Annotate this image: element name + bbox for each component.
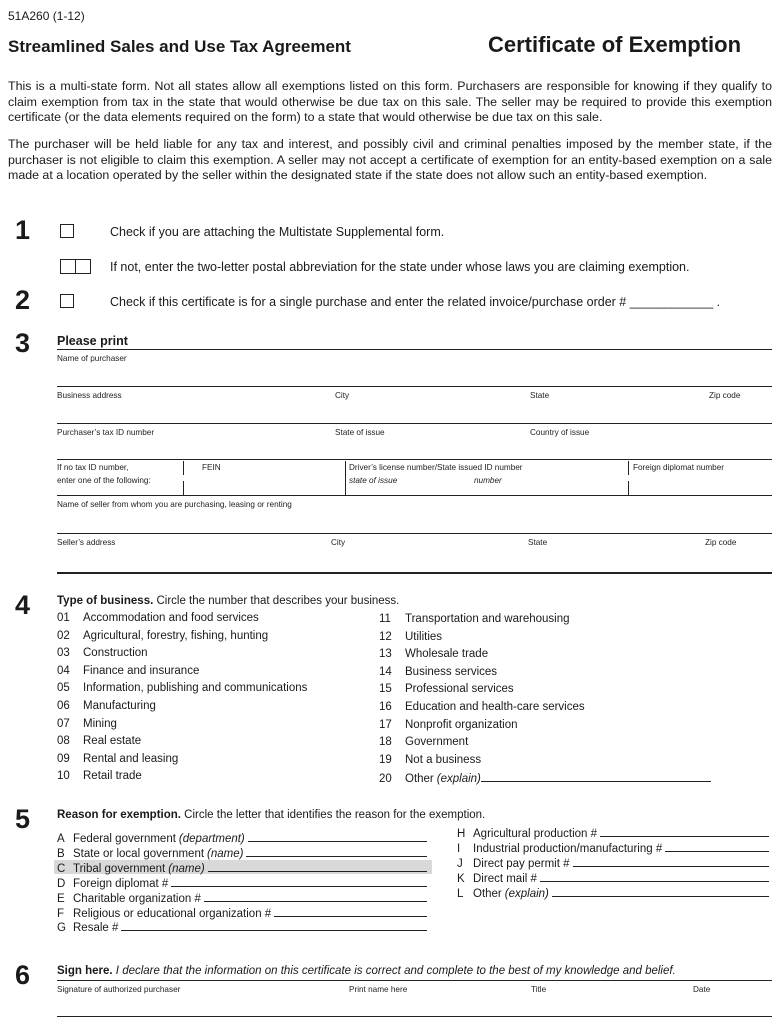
reason-item[interactable] [57, 831, 427, 845]
agreement-title: Streamlined Sales and Use Tax Agreement [8, 37, 351, 56]
reason-qualifier: (name) [207, 847, 244, 860]
business-address-field[interactable] [57, 423, 772, 424]
state-of-issue-label: State of issue [335, 428, 385, 437]
seller-city-label: City [331, 538, 346, 547]
business-type-label: Wholesale trade [405, 648, 489, 661]
reason-qualifier: (explain) [504, 887, 549, 900]
divider [345, 461, 346, 495]
business-type-label: Not a business [405, 753, 482, 766]
seller-address-field[interactable] [57, 572, 772, 574]
section-6-number: 6 [15, 960, 31, 990]
business-type-number: 12 [379, 630, 392, 643]
dl-number-label: number [474, 476, 502, 485]
tax-id-field[interactable] [57, 459, 772, 460]
business-type-label: Business services [405, 665, 498, 678]
business-type-number: 03 [57, 647, 70, 660]
business-type-item[interactable] [57, 770, 142, 782]
country-of-issue-label: Country of issue [530, 428, 590, 437]
business-type-item[interactable] [57, 718, 117, 730]
multistate-checkbox[interactable] [60, 224, 74, 238]
sign-rule [57, 980, 772, 981]
reason-label: Industrial production/manufacturing # [473, 842, 663, 855]
foreign-diplomat-label: Foreign diplomat number [633, 463, 725, 472]
reason-field[interactable] [274, 906, 427, 917]
divider [183, 481, 184, 495]
reason-label: Resale # [73, 922, 119, 935]
business-type-label: Real estate [83, 735, 142, 748]
reason-item[interactable] [57, 846, 427, 860]
drivers-license-label: Driver’s license number/State issued ID number [349, 463, 523, 472]
reason-field[interactable] [665, 841, 769, 852]
business-type-number: 15 [379, 683, 392, 696]
seller-name-label: Name of seller from whom you are purchasing, leasing or renting [57, 500, 292, 509]
seller-name-field[interactable] [57, 533, 772, 534]
business-type-label: Other [405, 773, 434, 786]
fein-label: FEIN [202, 463, 221, 472]
reason-letter: A [57, 833, 65, 845]
business-type-item[interactable] [57, 682, 307, 694]
tax-id-label: Purchaser’s tax ID number [57, 428, 155, 437]
reason-letter: F [57, 907, 65, 920]
reason-item[interactable] [57, 891, 427, 905]
multistate-label: Check if you are attaching the Multistate Supplemental form. [110, 225, 445, 239]
business-type-number: 04 [57, 664, 70, 677]
state-abbrev-box-1[interactable] [60, 259, 76, 274]
reason-field[interactable] [248, 831, 427, 842]
business-type-number: 13 [379, 648, 392, 661]
intro-paragraph-1: This is a multi-state form. Not all states allow all exemptions listed on this form. Purchasers are responsible for knowing if they qualify to claim exemption from tax in the state that would otherwise be due tax on this sale. The seller may be required to provide this exemption certificate (or the data elements required on the form) to a state that would otherwise be due tax on this sale. [8, 79, 772, 124]
section-1-number: 1 [15, 215, 31, 245]
reason-letter: J [457, 857, 463, 870]
business-address-label: Business address [57, 391, 122, 400]
reason-item[interactable] [457, 841, 769, 855]
reason-label: Other [473, 887, 502, 900]
reason-label: Direct pay permit # [473, 857, 570, 870]
reason-label: Federal government [73, 833, 176, 845]
sign-declaration: Sign here. I declare that the information on this certificate is correct and complete to the best of my knowledge and belief. [57, 965, 676, 977]
seller-address-label: Seller’s address [57, 538, 116, 547]
seller-zip-label: Zip code [705, 538, 737, 547]
business-type-item[interactable] [379, 754, 481, 766]
reason-label: Charitable organization # [73, 892, 201, 905]
zip-code-label: Zip code [709, 391, 741, 400]
city-label: City [335, 391, 350, 400]
business-type-number: 11 [379, 613, 391, 625]
business-type-item[interactable] [379, 719, 518, 731]
reason-letter: G [57, 922, 66, 935]
business-type-explain: (explain) [436, 773, 481, 786]
business-type-number: 19 [379, 753, 392, 766]
certificate-title: Certificate of Exemption [488, 32, 742, 57]
state-label: State [530, 391, 550, 400]
business-type-label: Rental and leasing [83, 752, 179, 765]
business-type-number: 10 [57, 770, 70, 783]
reason-item[interactable] [57, 861, 427, 875]
print-name-label: Print name here [349, 985, 408, 994]
section-4-number: 4 [15, 590, 31, 620]
section-2-number: 2 [15, 285, 31, 315]
business-type-item[interactable] [379, 771, 711, 785]
reason-label: Direct mail # [473, 872, 537, 885]
section-5-number: 5 [15, 804, 31, 834]
section-3-number: 3 [15, 328, 31, 358]
reason-letter: D [57, 877, 66, 890]
reason-field[interactable] [552, 886, 769, 897]
no-tax-id-label-2: enter one of the following: [57, 476, 151, 485]
business-type-label: Finance and insurance [83, 664, 200, 677]
form-number: 51A260 (1-12) [8, 9, 85, 23]
divider [628, 461, 629, 475]
reason-item[interactable] [457, 856, 769, 870]
divider [628, 481, 629, 495]
reason-letter: C [57, 862, 66, 875]
single-purchase-checkbox[interactable] [60, 294, 74, 308]
business-type-number: 02 [57, 629, 70, 642]
reason-heading: Reason for exemption. Circle the letter that identifies the reason for the exemption. [57, 809, 486, 821]
state-abbrev-box-2[interactable] [75, 259, 91, 274]
reason-item[interactable] [457, 871, 769, 885]
business-type-number: 09 [57, 752, 70, 765]
business-type-number: 18 [379, 736, 392, 749]
reason-field[interactable] [246, 846, 427, 857]
reason-letter: H [457, 828, 466, 840]
business-type-label: Government [405, 736, 469, 749]
business-type-item[interactable] [379, 701, 585, 713]
seller-state-label: State [528, 538, 548, 547]
reason-qualifier: (department) [178, 833, 245, 845]
business-type-item[interactable] [57, 630, 268, 642]
business-type-item[interactable] [57, 612, 259, 624]
reason-letter: B [57, 847, 65, 860]
divider [183, 461, 184, 475]
business-type-label: Information, publishing and communications [83, 682, 308, 695]
business-type-item[interactable] [57, 700, 156, 712]
reason-field[interactable] [208, 861, 427, 872]
single-purchase-label: Check if this certificate is for a single purchase and enter the related invoice/purchase order # ____________ . [110, 295, 721, 309]
business-type-label: Mining [83, 717, 117, 730]
intro-paragraph-2: The purchaser will be held liable for any tax and interest, and possibly civil and criminal penalties imposed by the member state, if the purchaser is not eligible to claim this exemption. A seller may not accept a certificate of exemption for an entity-based exemption on a sale made at a location operated by the seller within the designated state if the state does not allow such an entity-based exemption. [8, 137, 772, 182]
business-type-number: 16 [379, 701, 392, 713]
dl-state-of-issue-label: state of issue [349, 476, 398, 485]
reason-item[interactable] [57, 876, 427, 890]
name-of-purchaser-label: Name of purchaser [57, 354, 127, 363]
reason-qualifier: (name) [168, 862, 205, 875]
reason-label: Religious or educational organization # [73, 907, 272, 920]
reason-field[interactable] [171, 876, 427, 887]
reason-field[interactable] [600, 826, 769, 837]
business-type-number: 05 [57, 682, 70, 695]
business-type-label: Agricultural, forestry, fishing, hunting [83, 629, 269, 642]
reason-letter: I [457, 842, 461, 855]
business-type-item[interactable] [57, 647, 148, 659]
state-abbrev-label: If not, enter the two-letter postal abbreviation for the state under whose laws you are claiming exemption. [110, 260, 690, 274]
business-type-heading: Type of business. Circle the number that describes your business. [57, 595, 400, 607]
name-of-purchaser-field[interactable] [57, 386, 772, 387]
please-print-rule [57, 349, 772, 350]
reason-item[interactable] [57, 906, 427, 920]
reason-letter: K [457, 872, 465, 885]
business-type-label: Education and health-care services [405, 701, 585, 713]
business-type-label: Professional services [405, 683, 514, 696]
business-type-number: 17 [379, 718, 392, 731]
business-type-item[interactable] [57, 665, 199, 677]
business-type-label: Manufacturing [83, 700, 156, 712]
business-type-label: Nonprofit organization [405, 718, 518, 731]
business-type-item[interactable] [379, 666, 497, 678]
date-label: Date [693, 985, 711, 994]
business-type-label: Construction [83, 647, 148, 660]
reason-label: Foreign diplomat # [73, 877, 169, 890]
no-tax-id-label-1: If no tax ID number, [57, 463, 129, 472]
business-type-number: 06 [57, 700, 70, 712]
signature-field[interactable] [57, 1016, 772, 1017]
business-type-item[interactable] [379, 736, 468, 748]
business-type-number: 20 [379, 773, 392, 786]
business-type-item[interactable] [379, 631, 442, 643]
business-type-item[interactable] [379, 683, 514, 695]
business-type-label: Accommodation and food services [83, 612, 259, 624]
reason-field[interactable] [121, 920, 427, 931]
business-type-number: 14 [379, 665, 392, 678]
business-type-item[interactable] [57, 753, 178, 765]
reason-item[interactable] [457, 826, 769, 840]
id-number-field[interactable] [57, 495, 772, 496]
reason-label: Agricultural production # [473, 828, 598, 840]
reason-letter: E [57, 892, 65, 905]
business-type-item[interactable] [379, 648, 488, 660]
business-type-label: Transportation and warehousing [405, 613, 570, 625]
business-type-item[interactable] [57, 735, 141, 747]
please-print-heading: Please print [57, 334, 128, 348]
reason-item[interactable] [457, 886, 769, 900]
reason-label: Tribal government [73, 862, 166, 875]
reason-field[interactable] [573, 856, 769, 867]
business-type-label: Utilities [405, 630, 443, 643]
business-type-number: 07 [57, 717, 70, 730]
signature-label: Signature of authorized purchaser [57, 985, 181, 994]
business-type-other-field[interactable] [481, 771, 711, 782]
business-type-label: Retail trade [83, 770, 142, 783]
business-type-number: 01 [57, 612, 70, 624]
reason-item[interactable] [57, 920, 427, 934]
reason-field[interactable] [540, 871, 769, 882]
reason-field[interactable] [204, 891, 427, 902]
reason-label: State or local government [73, 847, 205, 860]
reason-letter: L [457, 887, 464, 900]
business-type-number: 08 [57, 735, 70, 748]
title-label: Title [531, 985, 547, 994]
business-type-item[interactable] [379, 613, 570, 625]
